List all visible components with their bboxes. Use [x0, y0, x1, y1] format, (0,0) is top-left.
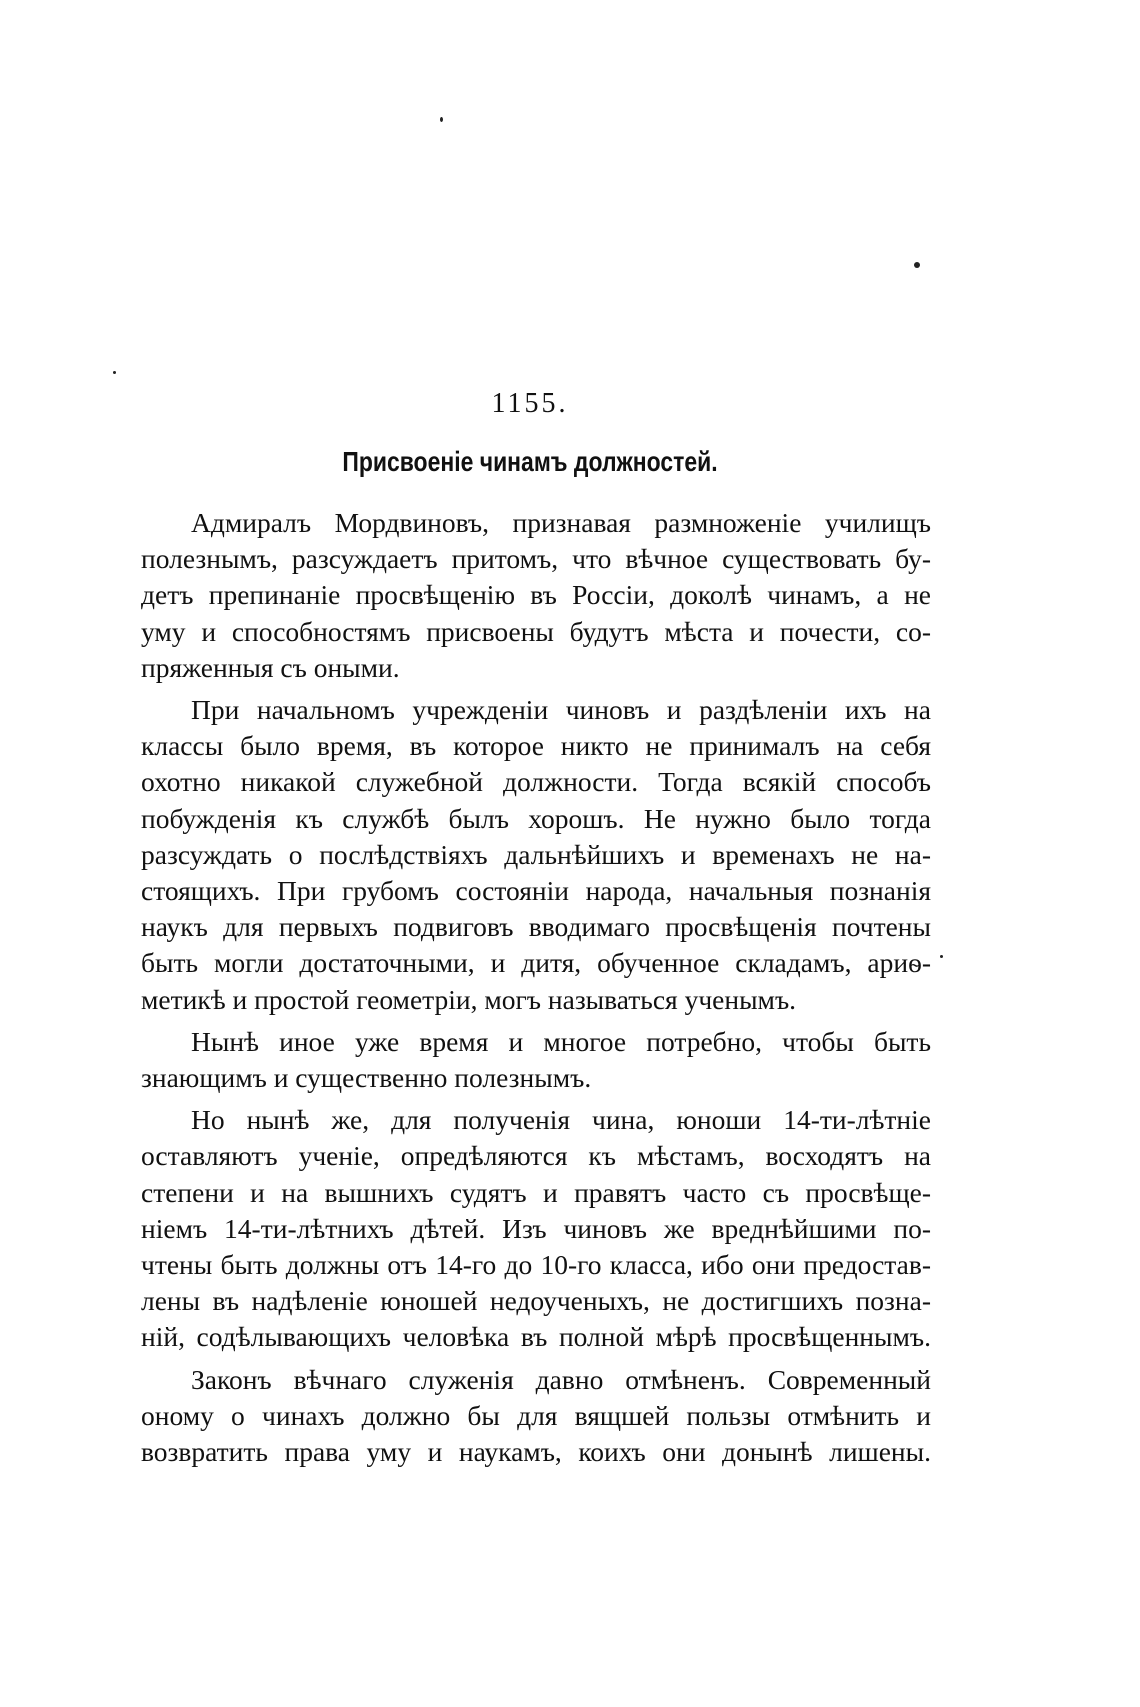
text-line: ній, содѣлывающихъ человѣка въ полной мѣрѣ просвѣщеннымъ. [141, 1321, 931, 1353]
body-text [141, 505, 931, 1476]
text-line: оставляютъ ученіе, опредѣляются къ мѣстамъ, восходятъ на [141, 1140, 931, 1172]
text-line: ніемъ 14-ти-лѣтнихъ дѣтей. Изъ чиновъ же вреднѣйшими по- [141, 1212, 931, 1244]
paragraph-1 [141, 505, 931, 686]
text-line: наукъ для первыхъ подвиговъ вводимаго просвѣщенія почтены [141, 911, 931, 943]
text-line: чтены быть должны отъ 14-го до 10-го класса, ибо они предостав- [141, 1249, 931, 1281]
text-line: знающимъ и существенно полезнымъ. [141, 1062, 592, 1094]
text-line: быть могли достаточными, и дитя, обученное складамъ, ариѳ- [141, 947, 931, 979]
text-line: оному о чинахъ должно бы для вящшей пользы отмѣнить и [141, 1399, 931, 1431]
print-speck [940, 955, 943, 958]
text-line: лены въ надѣленіе юношей недоученыхъ, не достигшихъ позна- [141, 1285, 931, 1317]
print-speck [914, 262, 920, 268]
text-line: охотно никакой служебной должности. Тогда всякій способъ [141, 766, 931, 798]
text-line: пряженныя съ оными. [141, 651, 400, 683]
print-speck [113, 371, 116, 374]
text-line: Адмиралъ Мордвиновъ, признавая размноженіе училищъ [191, 507, 931, 538]
text-line: полезнымъ, разсуждаетъ притомъ, что вѣчное существовать бу- [141, 543, 931, 575]
text-line: возвратить права уму и наукамъ, коихъ они донынѣ лишены. [141, 1436, 931, 1468]
text-line: метикѣ и простой геометріи, могъ называться ученымъ. [141, 983, 797, 1015]
text-line: При начальномъ учрежденіи чиновъ и раздѣленіи ихъ на [191, 694, 931, 726]
text-line: побужденія къ службѣ былъ хорошъ. Не нужно было тогда [141, 802, 931, 834]
text-line: Но нынѣ же, для полученія чина, юноши 14-ти-лѣтніе [191, 1104, 931, 1136]
paragraph-3 [141, 1024, 931, 1096]
text-line: Нынѣ иное уже время и многое потребно, чтобы быть [191, 1025, 931, 1057]
page-number: 1155. [491, 388, 569, 419]
text-line: Законъ вѣчнаго служенія давно отмѣненъ. Современный [191, 1363, 931, 1395]
paragraph-5 [141, 1362, 931, 1471]
text-line: стоящихъ. При грубомъ состояніи народа, начальныя познанія [141, 875, 931, 907]
paragraph-2 [141, 692, 931, 1018]
text-line: классы было время, въ которое никто не принималъ на себя [141, 730, 931, 762]
text-line: детъ препинаніе просвѣщенію въ Россіи, доколѣ чинамъ, а не [141, 579, 931, 611]
print-speck [440, 117, 443, 122]
text-line: разсуждать о послѣдствіяхъ дальнѣйшихъ и временахъ не на- [141, 838, 931, 870]
paragraph-4 [141, 1102, 931, 1355]
text-line: степени и на вышнихъ судятъ и правятъ часто съ просвѣще- [141, 1176, 931, 1208]
text-line: уму и способностямъ присвоены будутъ мѣста и почести, со- [141, 615, 931, 647]
section-title: Присвоеніе чинамъ должностей. [342, 446, 718, 477]
